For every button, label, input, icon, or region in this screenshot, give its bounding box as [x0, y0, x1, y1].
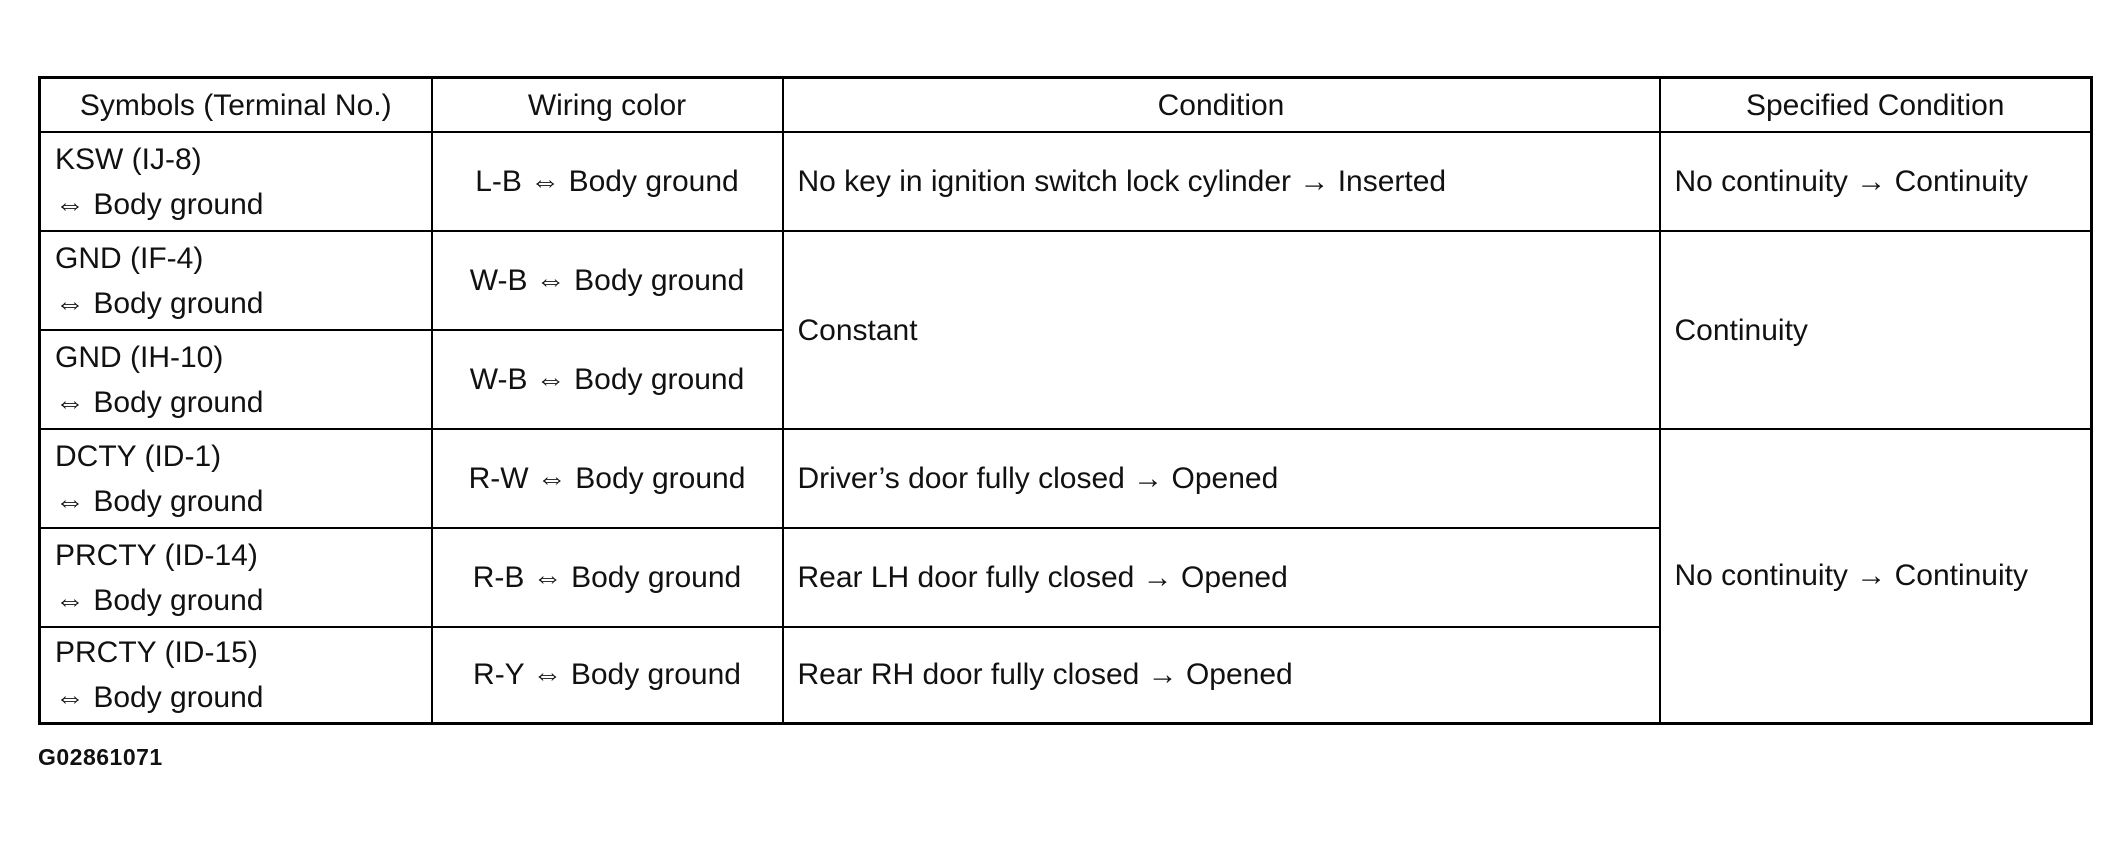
symbol-cell	[40, 429, 432, 528]
specified-condition-cell: Continuity	[1660, 231, 2092, 429]
wiring-color-cell: R-W ⇔ Body ground	[432, 429, 783, 528]
symbol-cell	[40, 528, 432, 627]
symbol-ground: ⇔ Body ground	[55, 286, 264, 320]
symbol-terminal: PRCTY (ID-15)	[55, 635, 258, 669]
table-row	[40, 132, 2092, 231]
symbol-terminal: DCTY (ID-1)	[55, 439, 222, 473]
wiring-color-cell: L-B ⇔ Body ground	[432, 132, 783, 231]
table-row	[40, 231, 2092, 330]
symbol-ground: ⇔ Body ground	[55, 583, 264, 617]
symbol-ground: ⇔ Body ground	[55, 680, 264, 714]
symbol-ground: ⇔ Body ground	[55, 187, 264, 221]
header-wiring-color: Wiring color	[432, 78, 783, 133]
symbol-ground: ⇔ Body ground	[55, 484, 264, 518]
table-header	[40, 78, 2092, 133]
wiring-color-cell: R-Y ⇔ Body ground	[432, 627, 783, 723]
wiring-color-cell: W-B ⇔ Body ground	[432, 231, 783, 330]
header-condition: Condition	[783, 78, 1660, 133]
symbol-terminal: PRCTY (ID-14)	[55, 538, 258, 572]
figure-id: G02861071	[38, 744, 163, 770]
specified-condition-cell: No continuity → Continuity	[1660, 132, 2092, 231]
header-specified-condition: Specified Condition	[1660, 78, 2092, 133]
condition-cell: Rear RH door fully closed → Opened	[783, 627, 1660, 723]
header-symbols: Symbols (Terminal No.)	[40, 78, 432, 133]
terminal-spec-table	[38, 76, 2093, 725]
symbol-terminal: GND (IF-4)	[55, 241, 204, 275]
symbol-cell	[40, 231, 432, 330]
condition-cell: Rear LH door fully closed → Opened	[783, 528, 1660, 627]
table-body	[40, 132, 2092, 723]
symbol-cell	[40, 330, 432, 429]
condition-cell: No key in ignition switch lock cylinder → Inserted	[783, 132, 1660, 231]
specified-condition-cell: No continuity → Continuity	[1660, 429, 2092, 723]
header-row	[40, 78, 2092, 133]
condition-cell: Driver’s door fully closed → Opened	[783, 429, 1660, 528]
symbol-cell	[40, 627, 432, 723]
symbol-terminal: GND (IH-10)	[55, 340, 224, 374]
symbol-terminal: KSW (IJ-8)	[55, 142, 202, 176]
wiring-color-cell: R-B ⇔ Body ground	[432, 528, 783, 627]
table-row	[40, 429, 2092, 528]
symbol-ground: ⇔ Body ground	[55, 385, 264, 419]
symbol-cell	[40, 132, 432, 231]
wiring-color-cell: W-B ⇔ Body ground	[432, 330, 783, 429]
condition-cell: Constant	[783, 231, 1660, 429]
